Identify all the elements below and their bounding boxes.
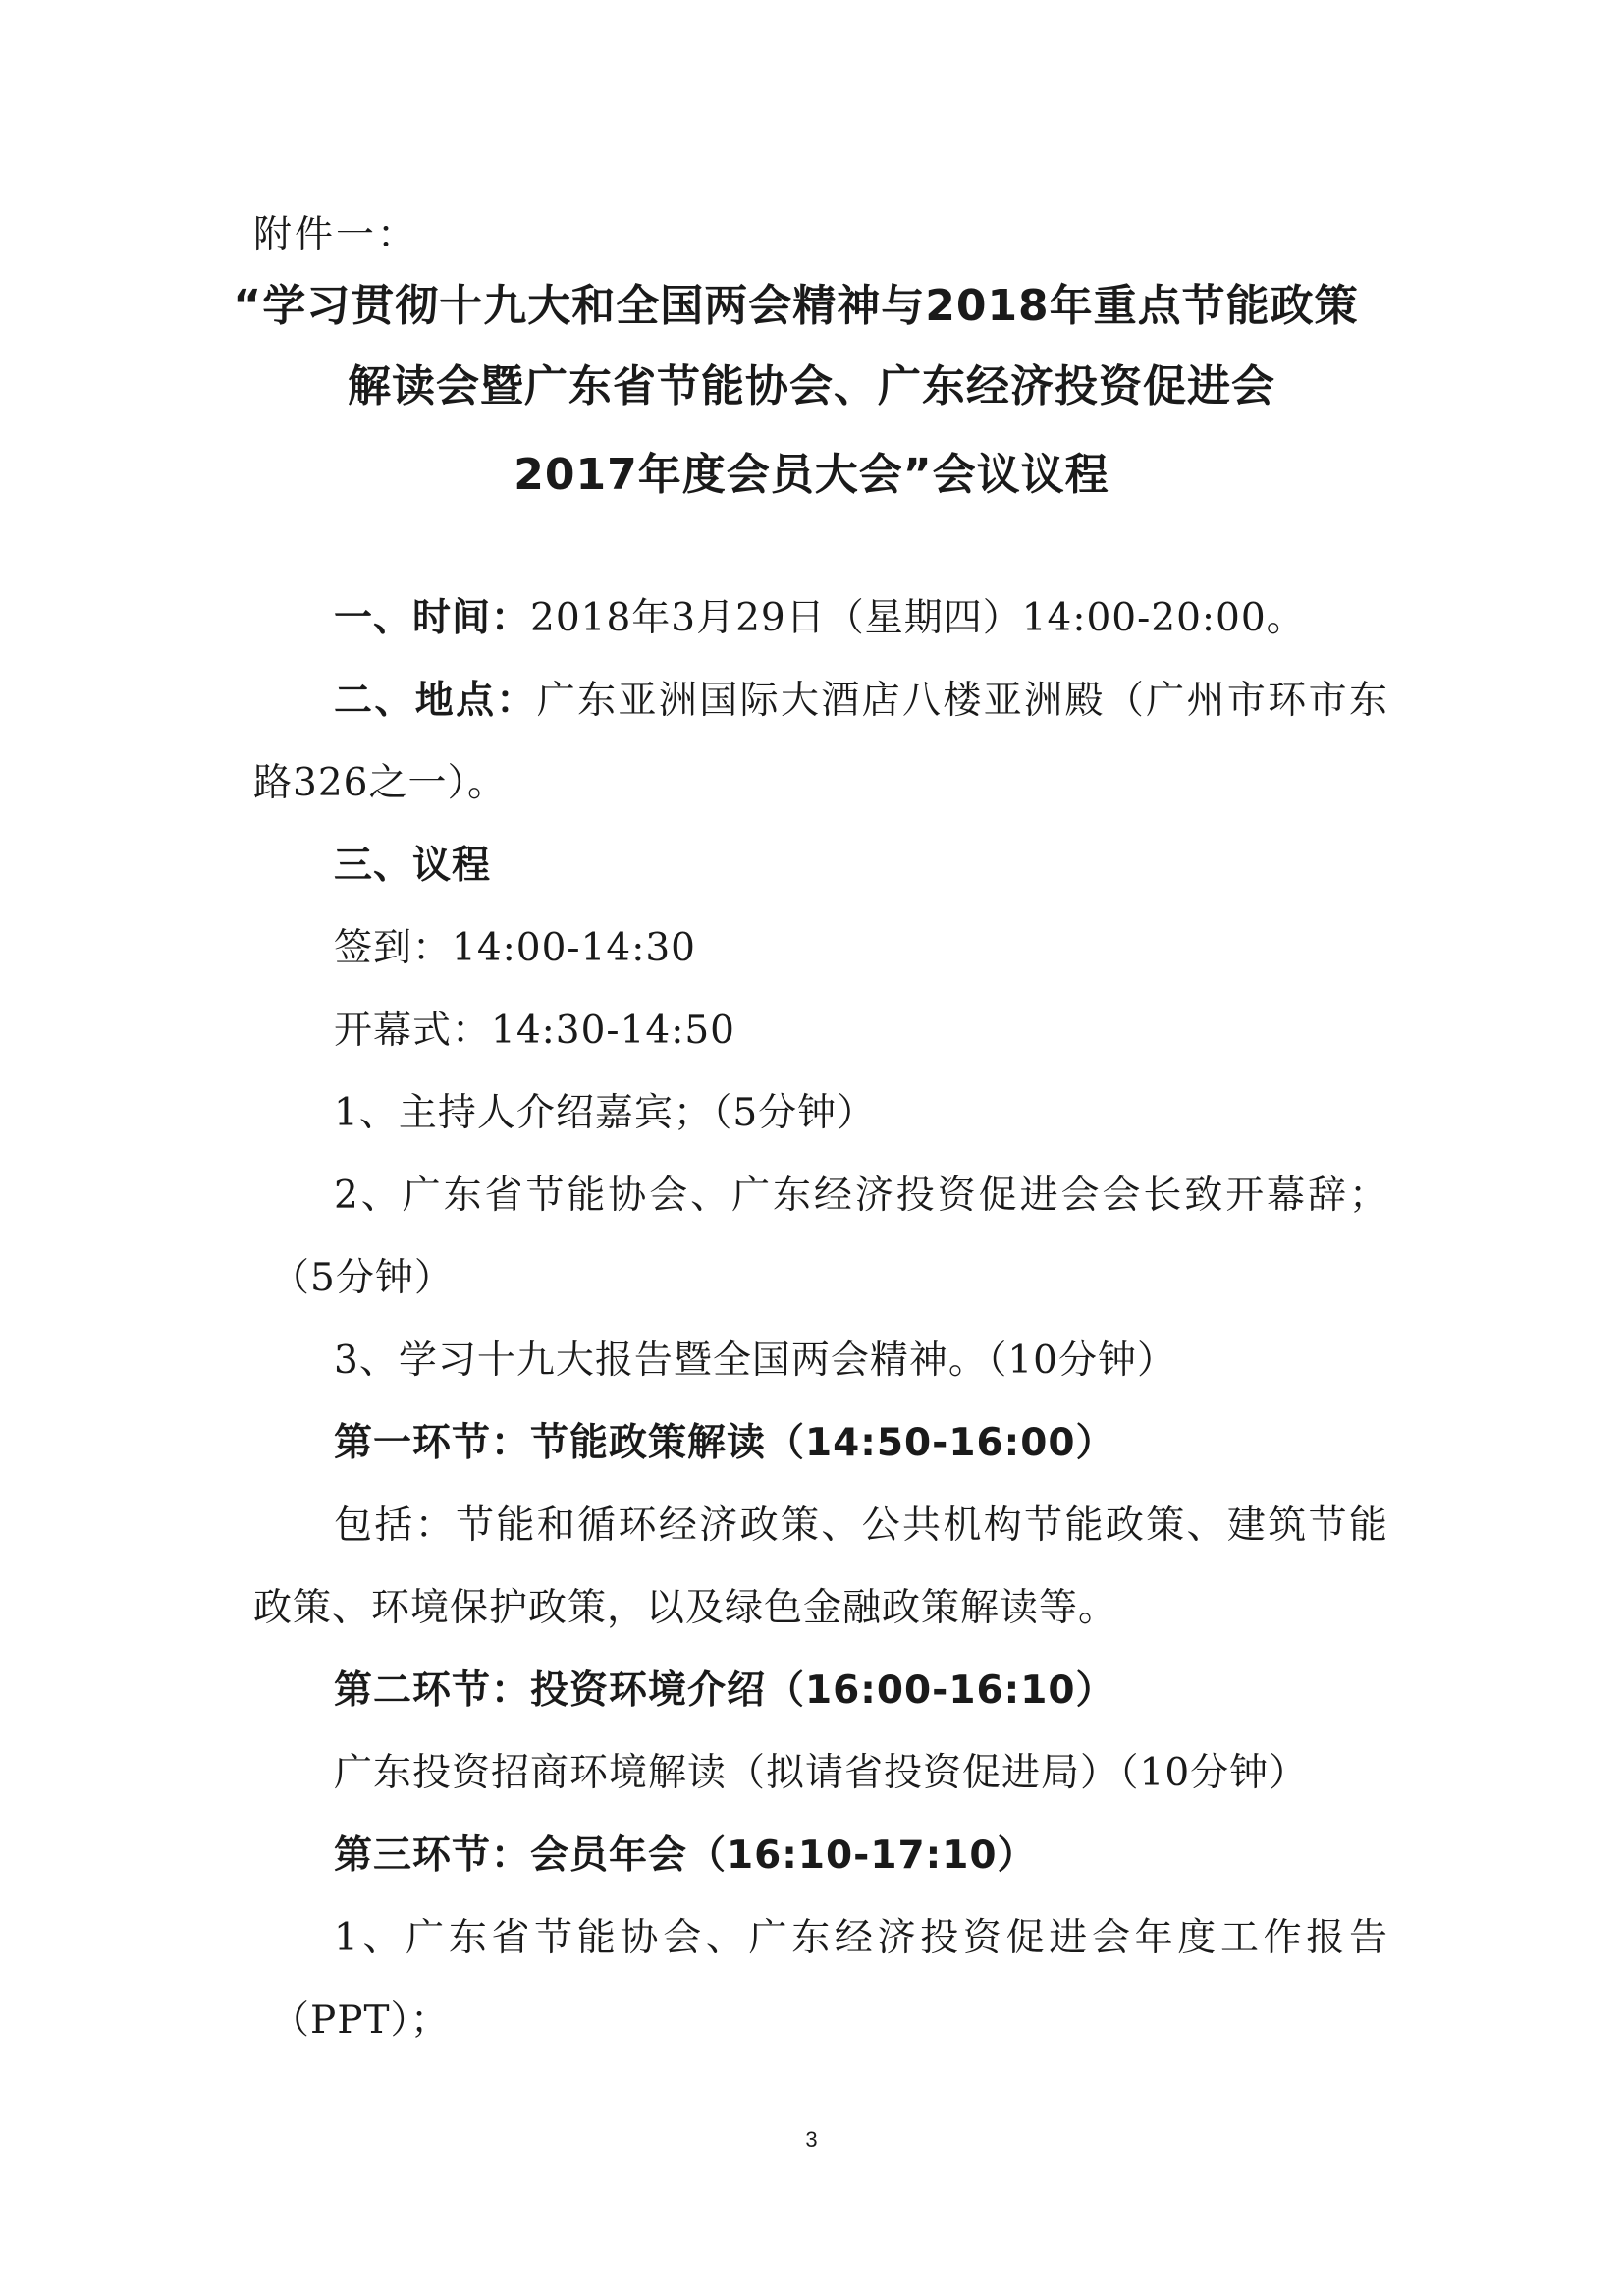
section2-heading: 第二环节：投资环境介绍（16:00-16:10）: [334, 1668, 1115, 1713]
section1-line2: 政策、环境保护政策，以及绿色金融政策解读等。: [253, 1586, 1118, 1630]
section3-line1: 1、广东省节能协会、广东经济投资促进会年度工作报告: [334, 1916, 1387, 1960]
opening-heading: 开幕式：14:30-14:50: [334, 1009, 735, 1053]
title-line-1: “学习贯彻十九大和全国两会精神与2018年重点节能政策: [233, 281, 1359, 331]
section3-heading: 第三环节：会员年会（16:10-17:10）: [334, 1833, 1037, 1878]
location-value-line2: 路326之一）。: [253, 761, 507, 805]
time-value: 2018年3月29日（星期四）14:00-20:00。: [530, 596, 1306, 640]
time-row: [334, 596, 1306, 640]
location-row: [334, 679, 1387, 723]
location-value-line1: 广东亚洲国际大酒店八楼亚洲殿（广州市环市东: [536, 679, 1387, 723]
agenda-heading: 三、议程: [334, 844, 492, 888]
title-line-2: 解读会暨广东省节能协会、广东经济投资促进会: [348, 361, 1275, 411]
title-line-3: 2017年度会员大会”会议议程: [514, 450, 1109, 500]
attachment-label: 附件一：: [253, 213, 419, 257]
opening-item-1: 1、主持人介绍嘉宾；（5分钟）: [334, 1091, 877, 1135]
section1-heading: 第一环节：节能政策解读（14:50-16:00）: [334, 1421, 1115, 1465]
section2-line1: 广东投资招商环境解读（拟请省投资促进局）（10分钟）: [334, 1751, 1309, 1795]
section1-line1: 包括：节能和循环经济政策、公共机构节能政策、建筑节能: [334, 1503, 1387, 1548]
sign-in-row: 签到：14:00-14:30: [334, 926, 696, 970]
section3-line2: （PPT）；: [271, 1998, 450, 2043]
page-number: 3: [805, 2127, 818, 2152]
time-label: 一、时间：: [334, 596, 531, 640]
opening-item-2: 2、广东省节能协会、广东经济投资促进会会长致开幕辞；: [334, 1174, 1387, 1218]
opening-item-3: 3、学习十九大报告暨全国两会精神。（10分钟）: [334, 1339, 1176, 1383]
opening-item-2-duration: （5分钟）: [271, 1256, 454, 1300]
location-label: 二、地点：: [334, 679, 537, 723]
